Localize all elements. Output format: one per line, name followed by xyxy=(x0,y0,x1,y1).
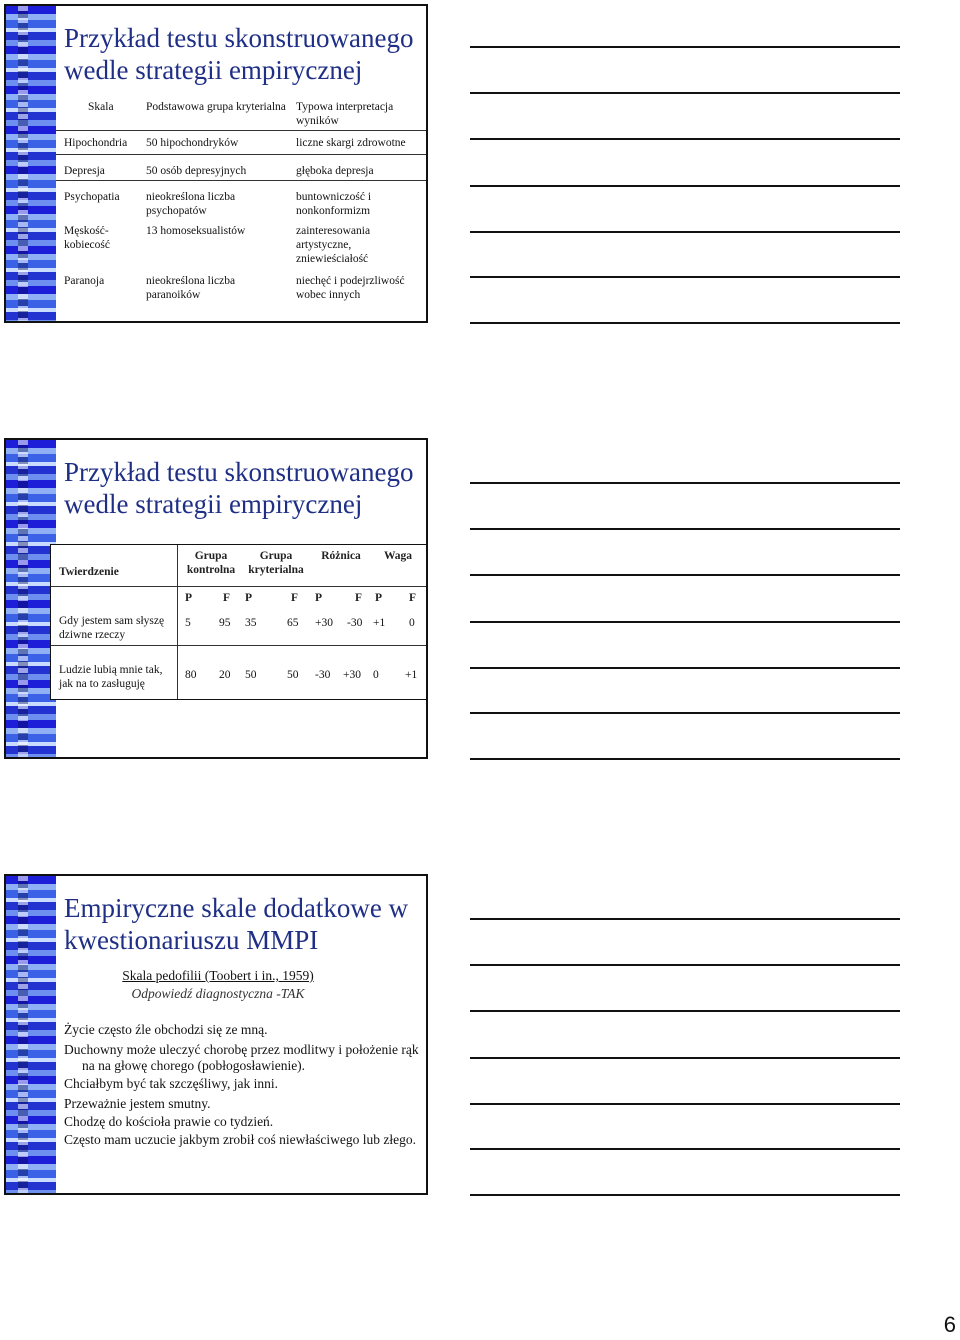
table-header: Grupa kryterialna xyxy=(248,550,304,576)
decorative-stripe xyxy=(6,6,56,321)
note-line xyxy=(470,1057,900,1059)
slide-title: Empiryczne skale dodatkowe w kwestionariuszu MMPI xyxy=(64,893,409,955)
note-line xyxy=(470,1148,900,1150)
note-line xyxy=(470,574,900,576)
table-cell: Ludzie lubią mnie tak, jak na to zasługuję xyxy=(59,664,163,690)
table-cell: 0 xyxy=(409,617,415,629)
list-item: Chodzę do kościoła prawie co tydzień. xyxy=(64,1114,274,1129)
note-line xyxy=(470,1010,900,1012)
table-header: Różnica xyxy=(321,550,361,562)
diagnostic-answer: Odpowiedź diagnostyczna -TAK xyxy=(131,986,305,1001)
table-subheader: P xyxy=(245,592,253,604)
table-cell: buntowniczość i nonkonformizm xyxy=(296,191,372,217)
table-header: Skala xyxy=(88,101,114,113)
table-row-divider xyxy=(56,130,426,131)
table-subheader: F xyxy=(291,592,299,604)
slide-3 xyxy=(4,874,428,1195)
table-header: Grupa kontrolna xyxy=(186,550,236,576)
table-cell: +30 xyxy=(315,617,333,629)
table-header: Podstawowa grupa kryterialna xyxy=(146,101,286,113)
table-cell: 50 hipochondryków xyxy=(146,137,239,149)
table-cell: nieokreślona liczba psychopatów xyxy=(146,191,236,217)
decorative-stripe xyxy=(6,440,56,757)
table-cell: +30 xyxy=(343,669,361,681)
table-row-divider xyxy=(51,645,427,646)
table-cell: 95 xyxy=(219,617,231,629)
table-subheader: P xyxy=(315,592,323,604)
table-row-divider xyxy=(56,180,426,181)
list-item: Duchowny może uleczyć chorobę przez modlitwy i położenie rąk na na głowę chorego (pobłogosławienie). xyxy=(64,1042,419,1073)
table-header: Twierdzenie xyxy=(59,566,119,578)
table-cell: Hipochondria xyxy=(64,137,128,149)
table-cell: 5 xyxy=(185,617,191,629)
note-line xyxy=(470,621,900,623)
table-row-divider xyxy=(51,586,427,587)
note-line xyxy=(470,712,900,714)
table-header: Typowa interpretacja wyników xyxy=(296,101,394,127)
list-item: Przeważnie jestem smutny. xyxy=(64,1096,211,1111)
table-header: Waga xyxy=(383,550,413,562)
table-cell: 50 xyxy=(245,669,257,681)
table-cell: nieokreślona liczba paranoików xyxy=(146,275,236,301)
scale-subtitle: Skala pedofilii (Toobert i in., 1959) xyxy=(122,968,314,983)
note-line xyxy=(470,46,900,48)
note-line xyxy=(470,964,900,966)
table-cell: 65 xyxy=(287,617,299,629)
table-subheader: F xyxy=(223,592,231,604)
note-line xyxy=(470,528,900,530)
slide-title: Przykład testu skonstruowanego wedle strategii empirycznej xyxy=(64,457,414,519)
note-line xyxy=(470,1194,900,1196)
list-item: Często mam uczucie jakbym zrobił coś niewłaściwego lub złego. xyxy=(64,1132,417,1147)
interpretation-table xyxy=(56,96,426,316)
note-line xyxy=(470,185,900,187)
table-cell: zainteresowania artystyczne, zniewieściałość xyxy=(296,225,371,265)
table-cell: 50 osób depresyjnych xyxy=(146,165,247,177)
table-cell: -30 xyxy=(315,669,331,681)
note-line xyxy=(470,231,900,233)
table-cell: 35 xyxy=(245,617,257,629)
table-cell: 80 xyxy=(185,669,197,681)
note-line xyxy=(470,322,900,324)
list-item: Chciałbym być tak szczęśliwy, jak inni. xyxy=(64,1076,278,1091)
table-cell: +1 xyxy=(373,617,386,629)
slide-1 xyxy=(4,4,428,323)
table-cell: Psychopatia xyxy=(64,191,120,203)
note-line xyxy=(470,92,900,94)
table-subheader: P xyxy=(375,592,383,604)
table-cell: +1 xyxy=(405,669,418,681)
table-cell: liczne skargi zdrowotne xyxy=(296,137,406,149)
table-cell: Gdy jestem sam słyszę dziwne rzeczy xyxy=(59,615,165,641)
table-cell: 0 xyxy=(373,669,379,681)
list-item: Życie często źle obchodzi się ze mną. xyxy=(64,1022,268,1037)
table-cell: -30 xyxy=(347,617,363,629)
note-line xyxy=(470,276,900,278)
table-cell: Paranoja xyxy=(64,275,105,287)
note-line xyxy=(470,918,900,920)
table-cell: Męskość-kobiecość xyxy=(64,225,110,251)
slide-title: Przykład testu skonstruowanego wedle strategii empirycznej xyxy=(64,23,414,85)
table-cell: Depresja xyxy=(64,165,105,177)
table-cell: niechęć i podejrzliwość wobec innych xyxy=(296,275,405,301)
note-line xyxy=(470,138,900,140)
table-row-divider xyxy=(56,154,426,155)
response-table xyxy=(50,544,428,700)
table-cell: głęboka depresja xyxy=(296,165,374,177)
note-line xyxy=(470,1103,900,1105)
page-number: 6 xyxy=(943,1312,956,1337)
decorative-stripe xyxy=(6,876,56,1193)
table-cell: 20 xyxy=(219,669,231,681)
table-cell: 50 xyxy=(287,669,299,681)
table-subheader: F xyxy=(409,592,417,604)
note-line xyxy=(470,482,900,484)
note-line xyxy=(470,667,900,669)
table-cell: 13 homoseksualistów xyxy=(146,225,246,237)
table-subheader: P xyxy=(185,592,193,604)
slide-2 xyxy=(4,438,428,759)
table-col-divider xyxy=(177,545,178,699)
table-subheader: F xyxy=(355,592,363,604)
note-line xyxy=(470,758,900,760)
